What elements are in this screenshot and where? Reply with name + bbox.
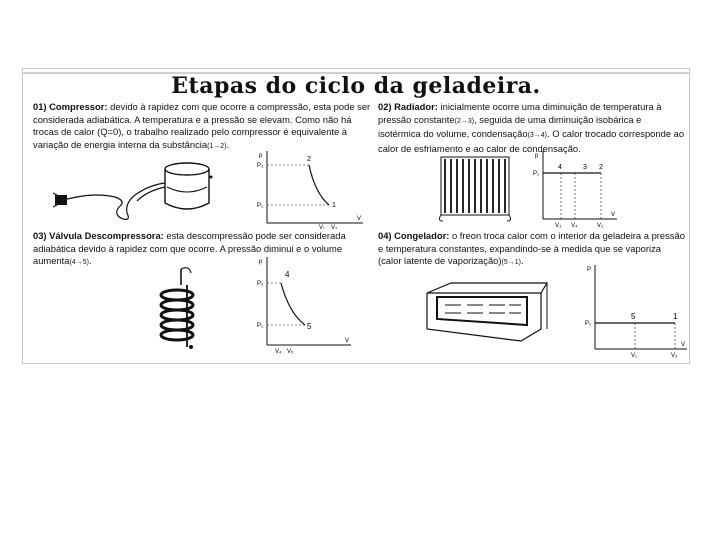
section-text-2: , seguida de uma diminuição isobárica e isotérmica do volume, condensação <box>378 113 642 140</box>
v2-label: V₂ <box>671 353 678 359</box>
v4-label: V₄ <box>571 223 578 229</box>
point-3-label: 3 <box>583 164 587 171</box>
step-label: (4→5) <box>69 259 89 267</box>
section-heading: 02) Radiador: <box>378 101 438 112</box>
axis-v-label: V <box>611 212 616 218</box>
section-heading: 01) Compressor: <box>33 101 108 112</box>
axis-v-label: V <box>357 216 362 222</box>
compressor-pv-graph <box>255 149 365 229</box>
v5-label: V₅ <box>287 349 294 355</box>
section-compressor <box>33 101 378 153</box>
radiador-illustration <box>435 155 515 223</box>
congelador-pv-graph <box>583 263 690 359</box>
compressor-illustration <box>53 157 233 229</box>
section-heading: 04) Congelador: <box>378 230 450 241</box>
point-4-label: 4 <box>285 270 290 279</box>
v3-label: V₃ <box>555 223 562 229</box>
section-end: . <box>520 255 524 267</box>
section-end: . <box>88 255 92 267</box>
v1-label: V₁ <box>319 225 326 229</box>
section-end: . <box>226 138 230 150</box>
v4-label: V₄ <box>275 349 282 355</box>
axis-p-label: p <box>535 153 539 159</box>
point-2-label: 2 <box>599 164 603 171</box>
step-label: (1→2) <box>207 142 227 150</box>
step-label: (2→3) <box>454 117 475 125</box>
section-text: inicialmente ocorre uma diminuição de temperatura à pressão constante <box>378 101 662 125</box>
radiador-pv-graph <box>531 149 621 229</box>
p1-label: P₁ <box>257 203 264 209</box>
section-text: esta descompressão pode ser considerada adiabática devido à rapidez com que ocorre. A pressão diminui e o volume aumenta <box>33 230 346 267</box>
page-title: Etapas do ciclo da geladeira. <box>171 73 541 99</box>
axis-p-label: p <box>259 259 263 265</box>
point-1-label: 1 <box>673 312 678 321</box>
p1-label: P₁ <box>257 323 264 329</box>
p2-label: P₂ <box>257 281 264 287</box>
valvula-illustration <box>151 265 201 353</box>
point-2-label: 2 <box>307 156 311 163</box>
section-radiador <box>378 101 685 155</box>
section-text: o freon troca calor com o interior da geladeira a pressão e temperatura constantes, expandindo-se à medida que se vaporiza (calor latente de vaporização) <box>378 230 685 267</box>
v2-label: V₂ <box>331 225 338 229</box>
step-label: (5→1) <box>501 259 521 267</box>
point-1-label: 1 <box>332 202 336 209</box>
axis-p-label: P <box>587 267 592 273</box>
v1-label: V₁ <box>631 353 638 359</box>
point-5-label: 5 <box>307 322 312 331</box>
section-text-3: . O calor trocado corresponde ao calor de esfriamento e ao calor de condensação. <box>378 128 685 154</box>
step-label-2: (3→4) <box>527 132 548 140</box>
document-page <box>22 68 690 364</box>
section-heading: 03) Válvula Descompressora: <box>33 230 164 241</box>
p2-label: P₂ <box>257 163 264 169</box>
p1-label: P₁ <box>585 321 592 327</box>
section-text: devido à rapidez com que ocorre a compressão, esta pode ser considerada adiabática. A temperatura e a pressão se elevam. Como não há trocas de calor (Q=0), o trabalho realizado pelo compressor é equivalente à variação de energia interna da substância <box>33 101 371 150</box>
axis-v-label: V <box>345 338 350 344</box>
valvula-pv-graph <box>255 255 355 355</box>
point-5-label: 5 <box>631 312 636 321</box>
p1-label: P₁ <box>533 171 540 177</box>
axis-p-label: p <box>259 153 263 159</box>
axis-v-label: V <box>681 342 686 348</box>
congelador-illustration <box>421 279 551 345</box>
point-4-label: 4 <box>558 164 562 171</box>
v2-label: V₂ <box>597 223 604 229</box>
